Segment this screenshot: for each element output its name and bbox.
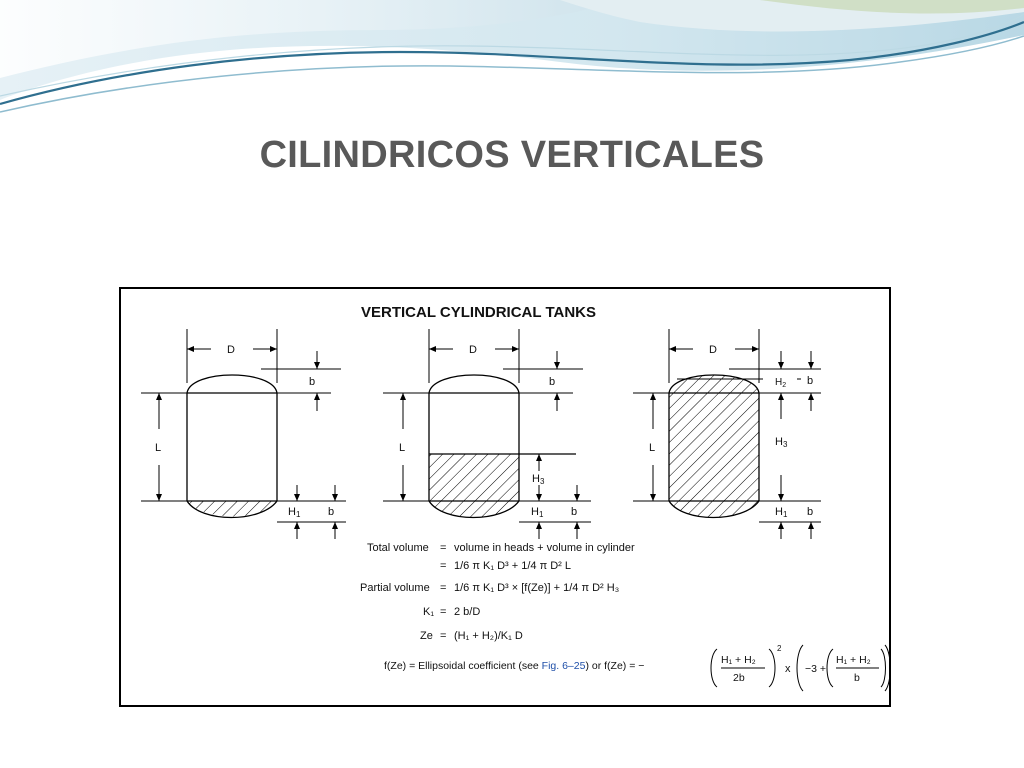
total-volume-eq-1: = <box>440 542 447 554</box>
fze-exponent: 2 <box>777 644 782 653</box>
tank3-b-top-label: b <box>807 375 814 387</box>
fze-times: x <box>785 663 791 675</box>
k1-expr: 2 b/D <box>454 606 481 618</box>
header-wave-banner <box>0 0 1024 130</box>
tank-diagram <box>121 289 889 705</box>
total-volume-line1: volume in heads + volume in cylinder <box>454 542 635 554</box>
partial-volume-expr: 1/6 π K₁ D³ × [f(Ze)] + 1/4 π D² H₃ <box>454 582 620 594</box>
tank2-h1-label: H1 <box>531 506 544 519</box>
tank3-h3-label: H3 <box>775 436 788 449</box>
tank3-h1-label: H1 <box>775 506 788 519</box>
total-volume-line2: 1/6 π K₁ D³ + 1/4 π D² L <box>454 560 572 572</box>
k1-label: K₁ <box>423 606 435 618</box>
tank3-l-label: L <box>649 442 656 454</box>
fze-den2: b <box>854 672 860 684</box>
total-volume-label: Total volume <box>367 542 429 554</box>
total-volume-eq-2: = <box>440 560 447 572</box>
fze-den1: 2b <box>733 672 745 684</box>
fze-num2: H₁ + H₂ <box>836 654 871 666</box>
tank1-b-bottom-label: b <box>328 506 335 518</box>
tank-2 <box>383 329 591 539</box>
figure-heading: VERTICAL CYLINDRICAL TANKS <box>361 304 597 321</box>
tank-1 <box>141 329 346 539</box>
ze-label: Ze <box>420 630 433 642</box>
tank3-h2-label: $H_2$ <box>775 377 787 389</box>
fze-num1: H₁ + H₂ <box>721 654 756 666</box>
partial-volume-eq: = <box>440 582 447 594</box>
ze-eq: = <box>440 630 447 642</box>
slide-title: CILINDRICOS VERTICALES <box>259 134 765 176</box>
k1-eq: = <box>440 606 447 618</box>
partial-volume-label: Partial volume <box>360 582 430 594</box>
ze-expr: (H₁ + H₂)/K₁ D <box>454 630 523 642</box>
tank3-d-label: D <box>709 344 717 356</box>
fze-minus3: −3 + <box>805 663 827 675</box>
tank-figure <box>119 287 891 707</box>
formulas <box>360 542 889 691</box>
tank2-l-label: L <box>399 442 406 454</box>
tank2-h3-label: H3 <box>532 473 545 486</box>
tank1-h1-label: H1 <box>288 506 301 519</box>
tank2-b-top-label: b <box>549 376 556 388</box>
tank-3 <box>633 329 821 539</box>
tank1-l-label: L <box>155 442 162 454</box>
tank3-b-bottom-label: b <box>807 506 814 518</box>
fig-reference-link[interactable]: Fig. 6–25 <box>541 660 586 672</box>
tank2-b-bottom-label: b <box>571 506 578 518</box>
tank1-b-top-label: b <box>309 376 316 388</box>
fze-text: f(Ze) = Ellipsoidal coefficient (see Fig. 6–25) or f(Ze) = − <box>384 660 645 672</box>
tank1-d-label: D <box>227 344 235 356</box>
tank2-d-label: D <box>469 344 477 356</box>
